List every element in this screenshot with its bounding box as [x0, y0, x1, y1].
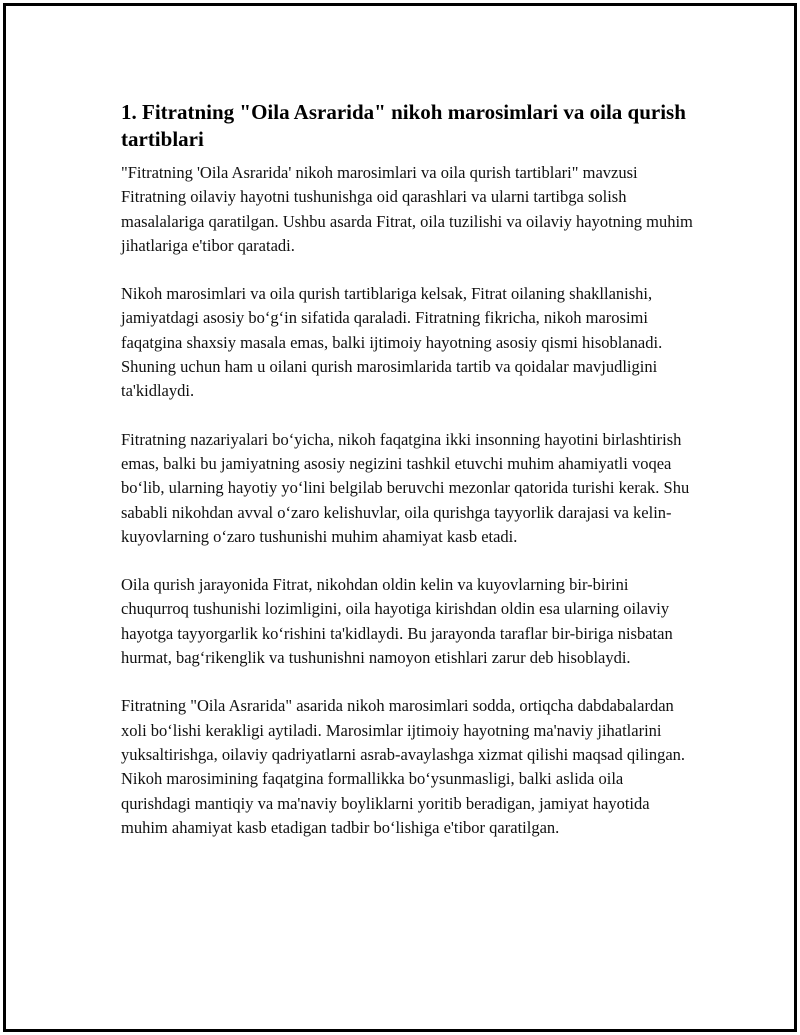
document-title: 1. Fitratning "Oila Asrarida" nikoh marosimlari va oila qurish tartiblari: [121, 100, 686, 151]
paragraph-2: Nikoh marosimlari va oila qurish tartiblariga kelsak, Fitrat oilaning shakllanishi, jamiyatdagi asosiy bo‘g‘in sifatida qaraladi. Fitratning fikricha, nikoh marosimi faqatgina shaxsiy masala emas, balki ijtimoiy hayotning asosiy qismi hisoblanadi. Shuning uchun ham u oilani qurish marosimlarida tartib va qoidalar mavjudligini ta'kidlaydi.: [121, 284, 663, 401]
page-frame: [3, 3, 797, 1032]
document-body: [121, 99, 693, 864]
paragraph-5: Fitratning "Oila Asrarida" asarida nikoh marosimlari sodda, ortiqcha dabdabalardan xoli bo‘lishi kerakligi aytiladi. Marosimlar ijtimoiy hayotning ma'naviy jihatlarini yuksaltirishga, oilaviy qadriyatlarni asrab-avaylashga xizmat qilishi maqsad qilingan. Nikoh marosimining faqatgina formallikka bo‘ysunmasligi, balki aslida oila qurishdagi mantiqiy va ma'naviy boyliklarni yoritib beradigan, jamiyat hayotida muhim ahamiyat kasb etadigan tadbir bo‘lishiga e'tibor qaratilgan.: [121, 696, 686, 837]
paragraph-4: Oila qurish jarayonida Fitrat, nikohdan oldin kelin va kuyovlarning bir-birini chuqurroq tushunishi lozimligini, oila hayotiga kirishdan oldin esa ularning oilaviy hayotga tayyorgarlik ko‘rishini ta'kidlaydi. Bu jarayonda taraflar bir-biriga nisbatan hurmat, bag‘rikenglik va tushunishni namoyon etishlari zarur deb hisoblaydi.: [121, 575, 673, 668]
paragraph-3: Fitratning nazariyalari bo‘yicha, nikoh faqatgina ikki insonning hayotini birlashtirish emas, balki bu jamiyatning asosiy negizini tashkil etuvchi muhim ahamiyatli voqea bo‘lib, ularning hayotiy yo‘lini belgilab beruvchi mezonlar qatorida turishi kerak. Shu sababli nikohdan avval o‘zaro kelishuvlar, oila qurishga tayyorlik darajasi va kelin-kuyovlarning o‘zaro tushunishi muhim ahamiyat kasb etadi.: [121, 429, 690, 546]
paragraph-1: "Fitratning 'Oila Asrarida' nikoh marosimlari va oila qurish tartiblari" mavzusi Fitratning oilaviy hayotni tushunishga oid qarashlari va ularni tartibga solish masalalariga qaratilgan. Ushbu asarda Fitrat, oila tuzilishi va oilaviy hayotning muhim jihatlariga e'tibor qaratadi.: [121, 163, 693, 255]
